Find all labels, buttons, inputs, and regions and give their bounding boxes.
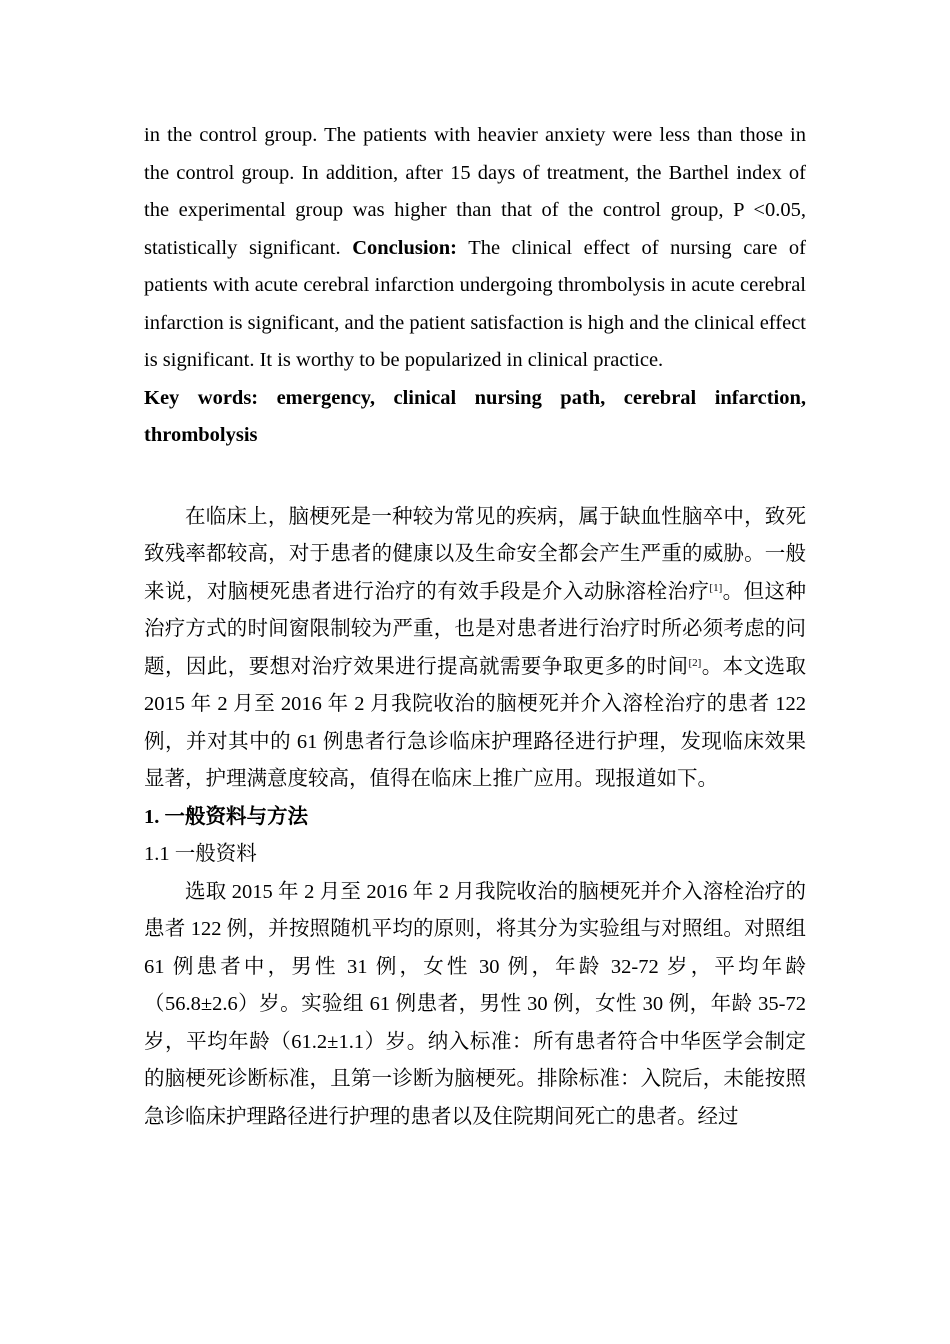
- conclusion-text: The clinical effect of nursing care of patients with acute cerebral infarction undergoing thrombolysis in acute cerebral infarction is significant, and the patient satisfaction is high and the clinical effect is significant. It is worthy to be popularized in clinical practice.: [144, 236, 806, 371]
- general-data-paragraph: 选取 2015 年 2 月至 2016 年 2 月我院收治的脑梗死并介入溶栓治疗的患者 122 例，并按照随机平均的原则，将其分为实验组与对照组。对照组 61 例患者中，男性 31 例，女性 30 例，年龄 32-72 岁，平均年龄（56.8±2.6）岁。实验组 61 例患者，男性 30 例，女性 30 例，年龄 35-72 岁，平均年龄（61.2±1.1）岁。纳入标准：所有患者符合中华医学会制定的脑梗死诊断标准，且第一诊断为脑梗死。排除标准：入院后，未能按照急诊临床护理路径进行护理的患者以及住院期间死亡的患者。经过: [144, 880, 806, 1128]
- conclusion-label: Conclusion:: [352, 236, 458, 259]
- intro-text-2: 。但这种治疗方式的时间窗限制较为严重，也是对患者进行治疗时所必须考虑的问题，因此，要想对治疗效果进行提高就需要争取更多的时间: [144, 580, 806, 678]
- citation-ref-2: [2]: [688, 656, 702, 669]
- intro-text-3: 。本文选取 2015 年 2 月至 2016 年 2 月我院收治的脑梗死并介入溶栓治疗的患者 122 例，并对其中的 61 例患者行急诊临床护理路径进行护理，发现临床效果显著，护理满意度较高，值得在临床上推广应用。现报道如下。: [144, 655, 807, 790]
- citation-ref-1: [1]: [709, 581, 723, 594]
- spacer: [144, 455, 806, 499]
- keywords: Key words: emergency, clinical nursing path, cerebral infarction, thrombolysis: [144, 386, 806, 446]
- subsection-heading: 1.1 一般资料: [144, 843, 257, 865]
- abstract-text: in the control group. The patients with heavier anxiety were less than those in the control group. In addition, after 15 days of treatment, the Barthel index of the experimental group was higher than that of the control group, P <0.05, statistically significant.: [144, 124, 806, 259]
- intro-paragraph: [144, 499, 806, 799]
- intro-text-1: 在临床上，脑梗死是一种较为常见的疾病，属于缺血性脑卒中，致死致残率都较高，对于患者的健康以及生命安全都会产生严重的威胁。一般来说，对脑梗死患者进行治疗的有效手段是介入动脉溶栓治疗: [144, 505, 806, 603]
- page-content: [144, 117, 806, 1136]
- section-heading: 1. 一般资料与方法: [144, 805, 308, 828]
- abstract-paragraph: [144, 117, 806, 380]
